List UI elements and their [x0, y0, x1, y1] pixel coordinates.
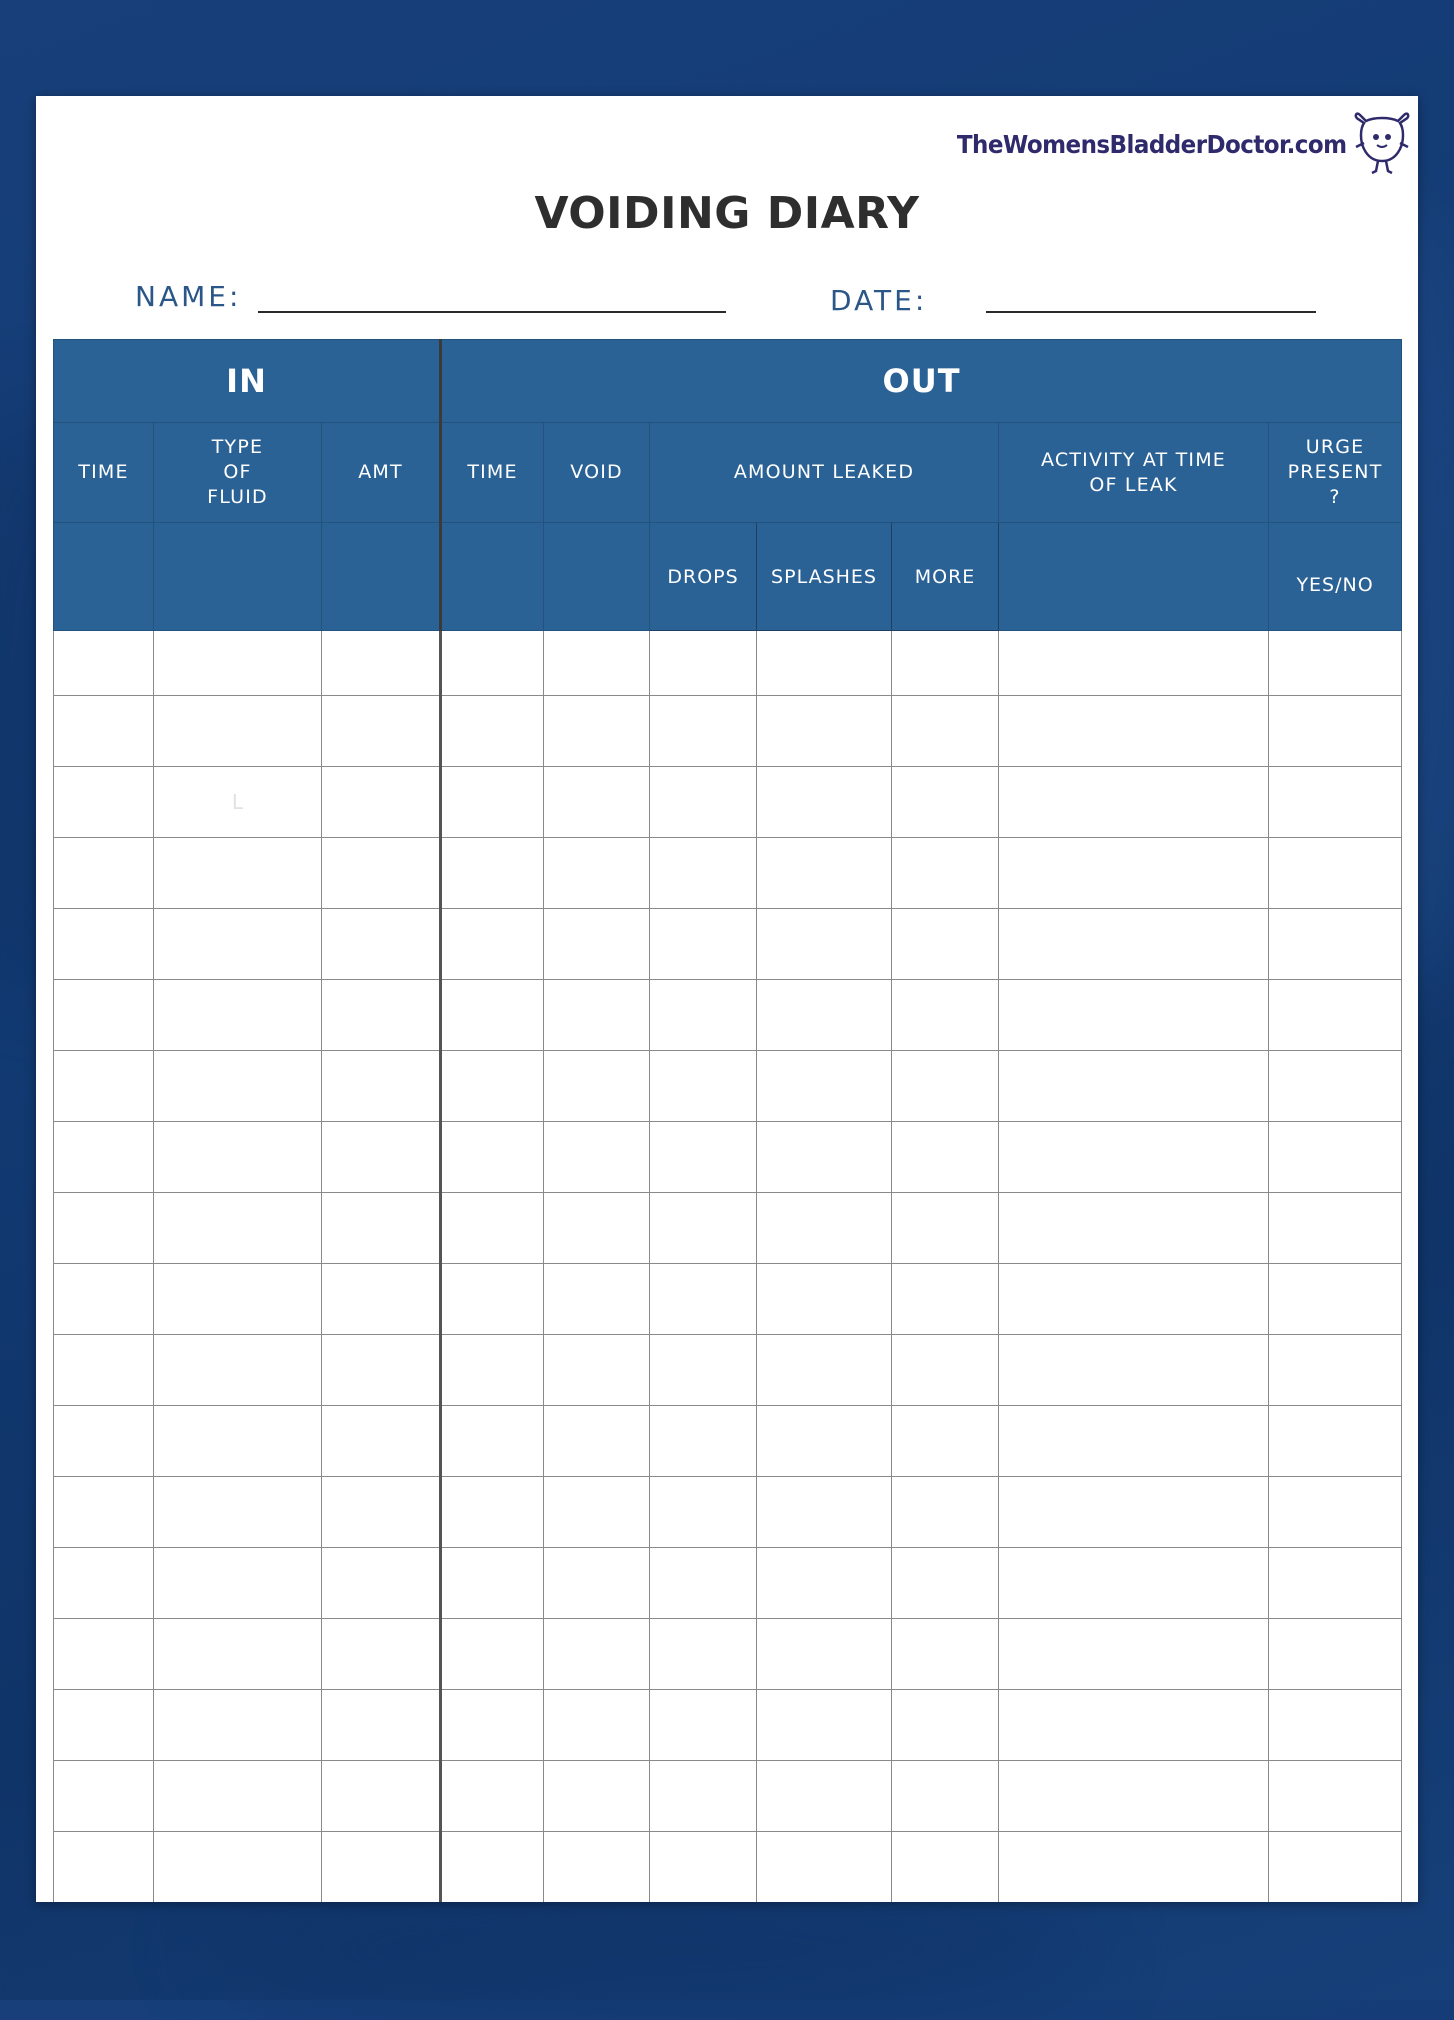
- urge-present-cell[interactable]: [1269, 980, 1402, 1051]
- void-cell[interactable]: [544, 1690, 650, 1761]
- activity-cell[interactable]: [999, 838, 1269, 909]
- drops-cell[interactable]: [650, 1193, 757, 1264]
- out-time-cell[interactable]: [441, 767, 544, 838]
- splashes-cell[interactable]: [757, 1477, 892, 1548]
- void-cell[interactable]: [544, 1619, 650, 1690]
- out-time-cell[interactable]: [441, 1193, 544, 1264]
- activity-cell[interactable]: [999, 1690, 1269, 1761]
- more-cell[interactable]: [892, 1619, 999, 1690]
- more-cell[interactable]: [892, 696, 999, 767]
- more-cell[interactable]: [892, 1690, 999, 1761]
- activity-cell[interactable]: [999, 1264, 1269, 1335]
- out-time-cell[interactable]: [441, 980, 544, 1051]
- amt-cell[interactable]: [322, 1264, 441, 1335]
- type-of-fluid-cell[interactable]: [154, 1264, 322, 1335]
- amt-cell[interactable]: [322, 909, 441, 980]
- table-row: [54, 1122, 1402, 1193]
- drops-cell[interactable]: [650, 696, 757, 767]
- amt-cell[interactable]: [322, 1832, 441, 1903]
- void-cell[interactable]: [544, 631, 650, 696]
- activity-cell[interactable]: [999, 1832, 1269, 1903]
- amt-cell[interactable]: [322, 1548, 441, 1619]
- activity-cell[interactable]: [999, 1335, 1269, 1406]
- more-cell[interactable]: [892, 909, 999, 980]
- type-of-fluid-cell[interactable]: [154, 1690, 322, 1761]
- out-time-cell[interactable]: [441, 1548, 544, 1619]
- in-time-header: TIME: [54, 423, 154, 523]
- type-of-fluid-cell[interactable]: [154, 1051, 322, 1122]
- out-time-cell[interactable]: [441, 1406, 544, 1477]
- amt-cell[interactable]: [322, 838, 441, 909]
- in-time-cell[interactable]: [54, 1406, 154, 1477]
- in-time-cell[interactable]: [54, 1690, 154, 1761]
- drops-cell[interactable]: [650, 1264, 757, 1335]
- table-row: [54, 1335, 1402, 1406]
- out-time-cell[interactable]: [441, 838, 544, 909]
- in-time-cell[interactable]: [54, 1122, 154, 1193]
- splashes-cell[interactable]: [757, 631, 892, 696]
- amt-cell[interactable]: [322, 631, 441, 696]
- void-header: VOID: [544, 423, 650, 523]
- void-cell[interactable]: [544, 909, 650, 980]
- type-of-fluid-cell[interactable]: [154, 1832, 322, 1903]
- splashes-cell[interactable]: [757, 1406, 892, 1477]
- void-cell[interactable]: [544, 1832, 650, 1903]
- more-cell[interactable]: [892, 1406, 999, 1477]
- urge-present-cell[interactable]: [1269, 1690, 1402, 1761]
- in-time-cell[interactable]: [54, 1761, 154, 1832]
- splashes-cell[interactable]: [757, 838, 892, 909]
- type-of-fluid-cell[interactable]: [154, 1122, 322, 1193]
- table-row: [54, 1619, 1402, 1690]
- type-of-fluid-cell[interactable]: [154, 1477, 322, 1548]
- diary-entries: [54, 631, 1402, 1903]
- type-of-fluid-cell[interactable]: [154, 1406, 322, 1477]
- amt-cell[interactable]: [322, 1335, 441, 1406]
- in-time-cell[interactable]: [54, 1193, 154, 1264]
- splashes-cell[interactable]: [757, 1193, 892, 1264]
- type-of-fluid-line-1: TYPE: [211, 436, 264, 458]
- more-cell[interactable]: [892, 980, 999, 1051]
- drops-cell[interactable]: [650, 1406, 757, 1477]
- amt-cell[interactable]: [322, 1477, 441, 1548]
- table-row: [54, 1477, 1402, 1548]
- amount-leaked-header: AMOUNT LEAKED: [650, 423, 999, 523]
- splashes-cell[interactable]: [757, 1335, 892, 1406]
- urge-present-cell[interactable]: [1269, 909, 1402, 980]
- activity-cell[interactable]: [999, 1051, 1269, 1122]
- void-cell[interactable]: [544, 1761, 650, 1832]
- type-of-fluid-cell[interactable]: [154, 838, 322, 909]
- splashes-cell[interactable]: [757, 1832, 892, 1903]
- amt-cell[interactable]: [322, 1051, 441, 1122]
- date-label: DATE:: [830, 284, 928, 317]
- activity-cell[interactable]: [999, 1406, 1269, 1477]
- splashes-cell[interactable]: [757, 696, 892, 767]
- urge-present-cell[interactable]: [1269, 1406, 1402, 1477]
- out-time-cell[interactable]: [441, 696, 544, 767]
- activity-cell[interactable]: [999, 696, 1269, 767]
- in-time-cell[interactable]: [54, 696, 154, 767]
- drops-cell[interactable]: [650, 1122, 757, 1193]
- amt-cell[interactable]: [322, 1122, 441, 1193]
- void-cell[interactable]: [544, 1193, 650, 1264]
- out-time-cell[interactable]: [441, 1335, 544, 1406]
- more-cell[interactable]: [892, 838, 999, 909]
- out-time-subheader: [441, 523, 544, 631]
- page-title: VOIDING DIARY: [534, 188, 920, 239]
- void-cell[interactable]: [544, 1477, 650, 1548]
- drops-cell[interactable]: [650, 980, 757, 1051]
- urge-present-cell[interactable]: [1269, 1264, 1402, 1335]
- more-cell[interactable]: [892, 1264, 999, 1335]
- type-of-fluid-cell[interactable]: [154, 1761, 322, 1832]
- drops-cell[interactable]: [650, 1832, 757, 1903]
- void-cell[interactable]: [544, 1051, 650, 1122]
- amt-cell[interactable]: [322, 980, 441, 1051]
- in-time-cell[interactable]: [54, 1051, 154, 1122]
- urge-present-cell[interactable]: [1269, 1051, 1402, 1122]
- drops-cell[interactable]: [650, 1761, 757, 1832]
- type-of-fluid-cell[interactable]: [154, 1335, 322, 1406]
- splashes-cell[interactable]: [757, 1051, 892, 1122]
- urge-present-cell[interactable]: [1269, 1548, 1402, 1619]
- urge-present-header: [1269, 423, 1402, 523]
- table-row: [54, 767, 1402, 838]
- table-row: [54, 1193, 1402, 1264]
- more-cell[interactable]: [892, 1051, 999, 1122]
- out-time-cell[interactable]: [441, 1690, 544, 1761]
- type-of-fluid-line-2: OF: [223, 461, 252, 483]
- urge-line-3: ?: [1329, 486, 1341, 508]
- void-cell[interactable]: [544, 1548, 650, 1619]
- void-cell[interactable]: [544, 696, 650, 767]
- more-cell[interactable]: [892, 1193, 999, 1264]
- activity-cell[interactable]: [999, 909, 1269, 980]
- splashes-cell[interactable]: [757, 980, 892, 1051]
- type-of-fluid-cell[interactable]: [154, 1193, 322, 1264]
- date-field-line[interactable]: [986, 311, 1316, 313]
- table-row: [54, 1761, 1402, 1832]
- table-row: [54, 1406, 1402, 1477]
- out-time-cell[interactable]: [441, 1477, 544, 1548]
- more-cell[interactable]: [892, 1832, 999, 1903]
- table-row: [54, 909, 1402, 980]
- type-of-fluid-cell[interactable]: [154, 1619, 322, 1690]
- activity-cell[interactable]: [999, 1761, 1269, 1832]
- void-cell[interactable]: [544, 1264, 650, 1335]
- amt-cell[interactable]: [322, 696, 441, 767]
- void-cell[interactable]: [544, 838, 650, 909]
- splashes-cell[interactable]: [757, 767, 892, 838]
- in-time-cell[interactable]: [54, 1335, 154, 1406]
- void-cell[interactable]: [544, 1406, 650, 1477]
- type-of-fluid-line-3: FLUID: [207, 486, 268, 508]
- activity-cell[interactable]: [999, 1477, 1269, 1548]
- more-cell[interactable]: [892, 767, 999, 838]
- name-label: NAME:: [135, 280, 242, 313]
- in-time-cell[interactable]: [54, 1548, 154, 1619]
- table-row: [54, 1690, 1402, 1761]
- more-cell[interactable]: [892, 1761, 999, 1832]
- out-time-cell[interactable]: [441, 1761, 544, 1832]
- brand-name: TheWomensBladderDoctor.com: [956, 129, 1346, 159]
- type-of-fluid-subheader: [154, 523, 322, 631]
- void-subheader: [544, 523, 650, 631]
- activity-cell[interactable]: [999, 767, 1269, 838]
- type-of-fluid-cell[interactable]: [154, 631, 322, 696]
- in-group-header: IN: [54, 340, 441, 423]
- type-of-fluid-header: [154, 423, 322, 523]
- urge-present-cell[interactable]: [1269, 1619, 1402, 1690]
- in-time-cell[interactable]: [54, 1619, 154, 1690]
- urge-present-cell[interactable]: [1269, 1122, 1402, 1193]
- activity-subheader: [999, 523, 1269, 631]
- splashes-cell[interactable]: [757, 1264, 892, 1335]
- drops-cell[interactable]: [650, 1335, 757, 1406]
- in-time-cell[interactable]: [54, 838, 154, 909]
- type-of-fluid-cell[interactable]: [154, 980, 322, 1051]
- out-time-header: TIME: [441, 423, 544, 523]
- void-cell[interactable]: [544, 980, 650, 1051]
- drops-cell[interactable]: [650, 1051, 757, 1122]
- drops-cell[interactable]: [650, 1548, 757, 1619]
- drops-cell[interactable]: [650, 631, 757, 696]
- activity-line-2: OF LEAK: [1089, 473, 1178, 496]
- activity-cell[interactable]: [999, 980, 1269, 1051]
- stray-mark: L: [231, 790, 244, 814]
- activity-cell[interactable]: [999, 631, 1269, 696]
- table-row: [54, 1832, 1402, 1903]
- activity-line-1: ACTIVITY AT TIME: [1041, 448, 1227, 471]
- more-cell[interactable]: [892, 1122, 999, 1193]
- amt-cell[interactable]: [322, 1690, 441, 1761]
- brand-header: [923, 108, 1415, 180]
- type-of-fluid-cell[interactable]: [154, 767, 322, 838]
- amt-subheader: [322, 523, 441, 631]
- activity-cell[interactable]: [999, 1122, 1269, 1193]
- urge-present-cell[interactable]: [1269, 838, 1402, 909]
- urge-present-cell[interactable]: [1269, 696, 1402, 767]
- in-time-cell[interactable]: [54, 767, 154, 838]
- splashes-cell[interactable]: [757, 1761, 892, 1832]
- type-of-fluid-cell[interactable]: [154, 1548, 322, 1619]
- urge-present-cell[interactable]: [1269, 1477, 1402, 1548]
- in-time-cell[interactable]: [54, 1264, 154, 1335]
- more-cell[interactable]: [892, 1477, 999, 1548]
- in-time-subheader: [54, 523, 154, 631]
- amt-cell[interactable]: [322, 1406, 441, 1477]
- urge-present-cell[interactable]: [1269, 1335, 1402, 1406]
- activity-cell[interactable]: [999, 1619, 1269, 1690]
- name-field-line[interactable]: [258, 311, 726, 313]
- drops-cell[interactable]: [650, 1619, 757, 1690]
- drops-header: DROPS: [650, 523, 757, 631]
- out-time-cell[interactable]: [441, 1122, 544, 1193]
- table-row: [54, 1264, 1402, 1335]
- drops-cell[interactable]: [650, 1690, 757, 1761]
- urge-line-2: PRESENT: [1287, 461, 1383, 483]
- in-time-cell[interactable]: [54, 980, 154, 1051]
- out-time-cell[interactable]: [441, 1619, 544, 1690]
- drops-cell[interactable]: [650, 838, 757, 909]
- activity-header: [999, 423, 1269, 523]
- splashes-cell[interactable]: [757, 1122, 892, 1193]
- table-row: [54, 696, 1402, 767]
- out-time-cell[interactable]: [441, 1264, 544, 1335]
- out-time-cell[interactable]: [441, 1051, 544, 1122]
- urge-present-cell[interactable]: [1269, 631, 1402, 696]
- urge-present-cell[interactable]: [1269, 767, 1402, 838]
- drops-cell[interactable]: [650, 767, 757, 838]
- more-cell[interactable]: [892, 1548, 999, 1619]
- table-row: [54, 838, 1402, 909]
- amt-cell[interactable]: [322, 1761, 441, 1832]
- table-row: [54, 980, 1402, 1051]
- void-cell[interactable]: [544, 767, 650, 838]
- yes-no-header: YES/NO: [1269, 523, 1402, 631]
- amt-header: AMT: [322, 423, 441, 523]
- urge-line-1: URGE: [1305, 436, 1365, 458]
- voiding-diary-table: [53, 339, 1402, 1902]
- splashes-cell[interactable]: [757, 1619, 892, 1690]
- more-cell[interactable]: [892, 631, 999, 696]
- more-header: MORE: [892, 523, 999, 631]
- out-time-cell[interactable]: [441, 631, 544, 696]
- urge-present-cell[interactable]: [1269, 1193, 1402, 1264]
- diary-sheet: [36, 96, 1418, 1902]
- in-time-cell[interactable]: [54, 1477, 154, 1548]
- type-of-fluid-cell[interactable]: [154, 909, 322, 980]
- in-time-cell[interactable]: [54, 909, 154, 980]
- out-time-cell[interactable]: [441, 909, 544, 980]
- activity-cell[interactable]: [999, 1193, 1269, 1264]
- more-cell[interactable]: [892, 1335, 999, 1406]
- drops-cell[interactable]: [650, 909, 757, 980]
- void-cell[interactable]: [544, 1335, 650, 1406]
- out-time-cell[interactable]: [441, 1832, 544, 1903]
- amt-cell[interactable]: [322, 1619, 441, 1690]
- table-row: [54, 1051, 1402, 1122]
- splashes-cell[interactable]: [757, 1548, 892, 1619]
- table-row: [54, 1548, 1402, 1619]
- urge-present-cell[interactable]: [1269, 1832, 1402, 1903]
- urge-present-cell[interactable]: [1269, 1761, 1402, 1832]
- amt-cell[interactable]: [322, 767, 441, 838]
- drops-cell[interactable]: [650, 1477, 757, 1548]
- type-of-fluid-cell[interactable]: [154, 696, 322, 767]
- in-time-cell[interactable]: [54, 1832, 154, 1903]
- splashes-cell[interactable]: [757, 909, 892, 980]
- out-group-header: OUT: [441, 340, 1402, 423]
- in-time-cell[interactable]: [54, 631, 154, 696]
- splashes-cell[interactable]: [757, 1690, 892, 1761]
- bladder-mascot-icon: [1350, 107, 1414, 181]
- table-row: [54, 631, 1402, 696]
- splashes-header: SPLASHES: [757, 523, 892, 631]
- activity-cell[interactable]: [999, 1548, 1269, 1619]
- amt-cell[interactable]: [322, 1193, 441, 1264]
- void-cell[interactable]: [544, 1122, 650, 1193]
